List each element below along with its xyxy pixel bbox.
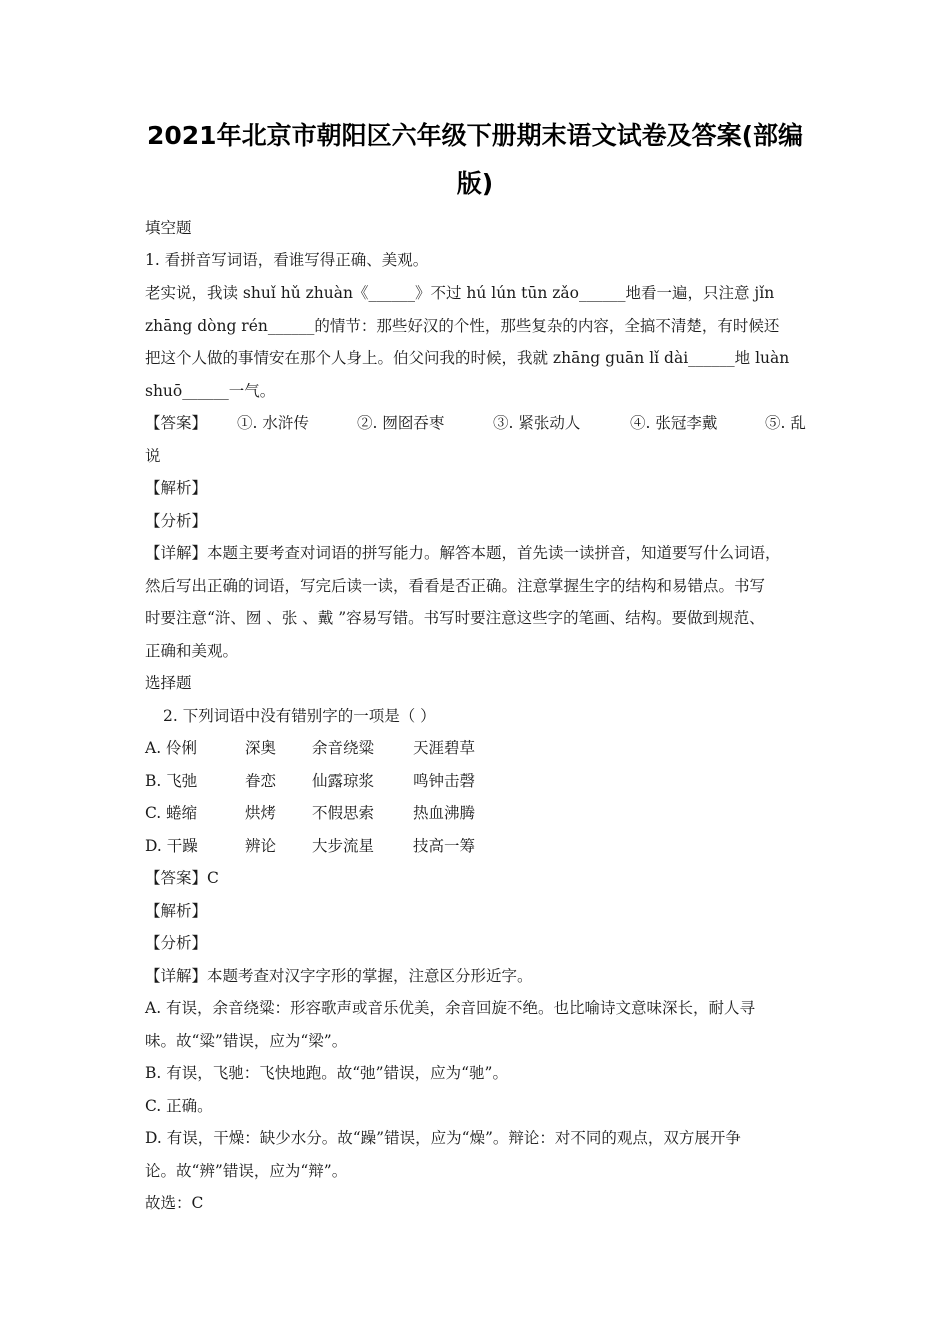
fenxi-label: 【分析】 <box>145 512 208 530</box>
explain-line: C. 正确。 <box>145 1097 213 1115</box>
detail-line: 然后写出正确的词语，写完后读一读，看看是否正确。注意掌握生字的结构和易错点。书写 <box>145 577 766 595</box>
explain-line: 论。故“辨”错误，应为“辩”。 <box>145 1162 348 1180</box>
detail-line: 【详解】本题考查对汉字字形的掌握，注意区分形近字。 <box>145 967 533 985</box>
explain-line: A. 有误，余音绕粱：形容歌声或音乐优美，余音回旋不绝。也比喻诗文意味深长，耐人寻 <box>145 999 756 1017</box>
option-b-word-4: 鸣钟击磬 <box>413 772 476 790</box>
question-1-answer-row <box>145 412 825 434</box>
title-line-2: 版) <box>456 169 494 198</box>
option-d-word-3: 大步流星 <box>312 837 375 855</box>
answer-item: ②. 囫囵吞枣 <box>357 414 445 432</box>
option-a-word-3: 余音绕粱 <box>312 739 375 757</box>
detail-line: 正确和美观。 <box>145 642 239 660</box>
option-d-word-1: D. 干躁 <box>145 837 198 855</box>
option-d <box>145 835 645 857</box>
answer-item: ③. 紧张动人 <box>493 414 581 432</box>
question-1-passage-line: 把这个人做的事情安在那个人身上。伯父问我的时候，我就 zhāng guān lǐ dài______地 luàn <box>145 349 790 367</box>
detail-line: 【详解】本题主要考查对词语的拼写能力。解答本题，首先读一读拼音，知道要写什么词语， <box>145 544 781 562</box>
option-a-word-2: 深奥 <box>245 739 277 757</box>
fenxi-label: 【分析】 <box>145 934 208 952</box>
explain-line: B. 有误，飞驰：飞快地跑。故“弛”错误，应为“驰”。 <box>145 1064 508 1082</box>
option-a-word-4: 天涯碧草 <box>413 739 476 757</box>
analysis-label: 【解析】 <box>145 479 208 497</box>
question-1-stem: 1. 看拼音写词语，看谁写得正确、美观。 <box>145 251 429 269</box>
option-d-word-2: 辨论 <box>245 837 277 855</box>
question-2-answer: 【答案】C <box>145 869 219 887</box>
question-1-passage-line: 老实说，我读 shuǐ hǔ zhuàn《______》不过 hú lún tūn zǎo______地看一遍，只注意 jǐn <box>145 284 775 302</box>
conclusion: 故选：C <box>145 1194 204 1212</box>
option-c-word-1: C. 蜷缩 <box>145 804 198 822</box>
answer-wrap: 说 <box>145 447 161 465</box>
option-b-word-2: 眷恋 <box>245 772 277 790</box>
option-a <box>145 737 645 759</box>
section-heading-fill-blank: 填空题 <box>145 219 192 237</box>
answer-item: ⑤. 乱 <box>765 414 806 432</box>
option-c-word-3: 不假思索 <box>312 804 375 822</box>
option-c-word-2: 烘烤 <box>245 804 277 822</box>
option-b-word-3: 仙露琼浆 <box>312 772 375 790</box>
title-line-1: 2021年北京市朝阳区六年级下册期末语文试卷及答案(部编 <box>146 121 803 150</box>
option-c-word-4: 热血沸腾 <box>413 804 476 822</box>
option-c <box>145 802 645 824</box>
option-b-word-1: B. 飞弛 <box>145 772 198 790</box>
question-2-stem: 2. 下列词语中没有错别字的一项是（ ） <box>163 707 436 725</box>
answer-label: 【答案】 <box>145 414 208 432</box>
answer-item: ④. 张冠李戴 <box>630 414 718 432</box>
document-title <box>120 112 830 208</box>
option-a-word-1: A. 伶俐 <box>145 739 198 757</box>
option-b <box>145 770 645 792</box>
explain-line: 味。故“粱”错误，应为“梁”。 <box>145 1032 348 1050</box>
answer-item: ①. 水浒传 <box>237 414 309 432</box>
section-heading-choice: 选择题 <box>145 674 192 692</box>
option-d-word-4: 技高一筹 <box>413 837 476 855</box>
analysis-label: 【解析】 <box>145 902 208 920</box>
explain-line: D. 有误，干燥：缺少水分。故“躁”错误，应为“燥”。辩论：对不同的观点，双方展开争 <box>145 1129 741 1147</box>
detail-line: 时要注意“浒、囫 、张 、戴 ”容易写错。书写时要注意这些字的笔画、结构。要做到规范、 <box>145 609 765 627</box>
question-1-passage-line: zhāng dòng rén______的情节：那些好汉的个性，那些复杂的内容，全搞不清楚，有时候还 <box>145 317 780 335</box>
question-1-passage-line: shuō______一气。 <box>145 382 276 400</box>
